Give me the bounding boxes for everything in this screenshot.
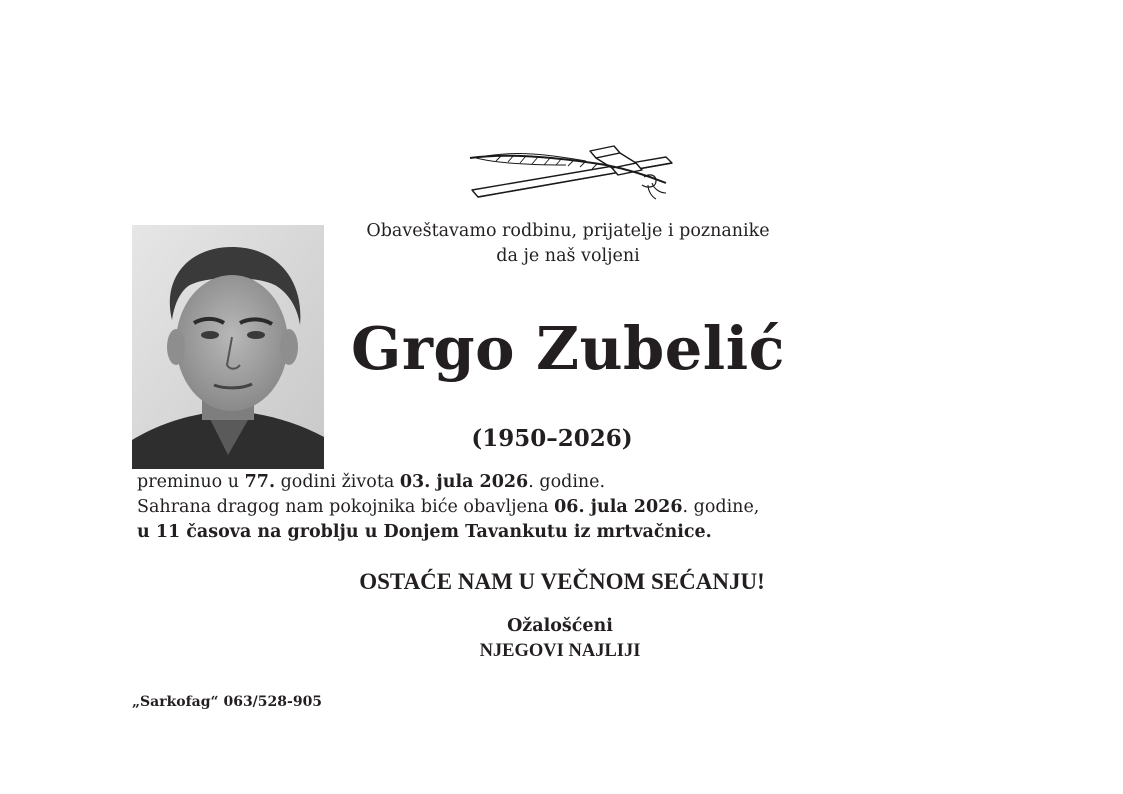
funeral-date: 06. jula 2026 xyxy=(554,497,683,517)
funeral-info-text-2: . godine, xyxy=(682,497,760,517)
death-info-text-1: preminuo u xyxy=(137,472,245,492)
life-years: (1950–2026) xyxy=(471,425,633,452)
intro-text-line-1: Obaveštavamo rodbinu, prijatelje i poznanike xyxy=(366,221,770,241)
funeral-info-line xyxy=(137,495,759,519)
deceased-name: Grgo Zubelić xyxy=(350,314,786,383)
portrait-photo xyxy=(132,225,324,469)
death-info-line xyxy=(137,470,605,494)
cross-with-palm-icon xyxy=(466,143,680,203)
death-info-text-2: godini života xyxy=(275,472,400,492)
funeral-time-place-line: u 11 časova na groblju u Donjem Tavankutu iz mrtvačnice. xyxy=(137,522,712,542)
death-date: 03. jula 2026 xyxy=(399,472,529,492)
age-value: 77. xyxy=(244,472,276,492)
mourners-label: Ožalošćeni xyxy=(507,616,613,636)
memorial-message: OSTAĆE NAM U VEČNOM SEĆANJU! xyxy=(359,569,765,594)
funeral-home-footer: „Sarkofag“ 063/528-905 xyxy=(132,694,323,710)
mourners-names: NJEGOVI NAJLIJI xyxy=(479,641,641,661)
intro-text-line-2: da je naš voljeni xyxy=(496,246,640,266)
death-info-text-3: . godine. xyxy=(528,472,606,492)
funeral-info-text-1: Sahrana dragog nam pokojnika biće obavljena xyxy=(137,497,555,517)
